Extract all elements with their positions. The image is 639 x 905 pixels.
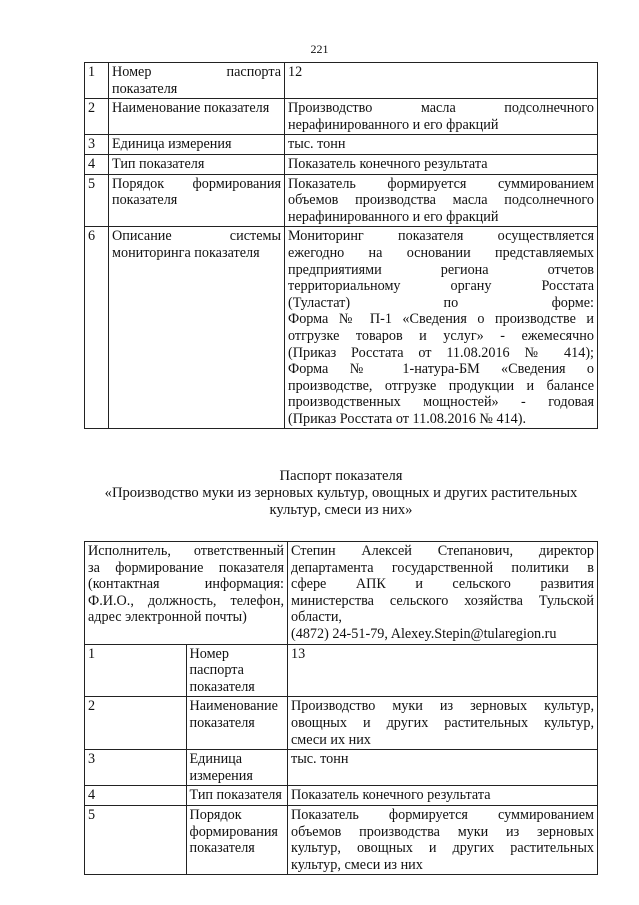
text-line: предприятиями региона отчетов [288, 261, 594, 278]
text-line: Порядок формирования [112, 175, 281, 192]
text-line: Единица измерения [112, 136, 232, 153]
row-number: 3 [85, 135, 109, 155]
row-label [109, 227, 285, 429]
table-row [85, 750, 598, 786]
row-value [288, 750, 598, 786]
row-label [109, 99, 285, 135]
row-number: 1 [85, 63, 109, 99]
text-line: Наименование показателя [112, 100, 270, 117]
row-value [285, 99, 598, 135]
text-line: мониторинга показателя [112, 244, 260, 261]
text-line: Исполнитель, ответственный [88, 543, 284, 559]
heading-subtitle-line1: «Производство муки из зерновых культур, овощных и других растительных [104, 485, 578, 501]
text-line: производстве, отгрузке продукции и балансе [288, 377, 594, 394]
text-line: Тип показателя [112, 155, 205, 172]
text-line: нерафинированного и его фракций [288, 116, 499, 133]
text-line: Показатель формируется суммированием [288, 175, 594, 192]
text-line: показателя [189, 678, 255, 695]
row-value [285, 154, 598, 174]
page-number: 221 [310, 42, 329, 56]
text-line: (контактная информация: [88, 576, 284, 593]
text-line: 12 [288, 64, 303, 80]
row-number: 3 [85, 750, 187, 786]
table-body [85, 542, 598, 645]
text-line: культур, смеси из них [291, 856, 423, 873]
text-line: области, [291, 609, 342, 626]
executor-row [85, 542, 598, 645]
row-number: 5 [85, 805, 187, 874]
text-line: Форма № 1-натура-БМ «Сведения о [288, 361, 594, 378]
heading-subtitle-line2: культур, смеси из них» [269, 502, 413, 518]
text-line: Тип показателя [189, 787, 282, 804]
row-value [288, 786, 598, 806]
text-line: Описание системы [112, 228, 281, 245]
row-number: 5 [85, 174, 109, 227]
text-line: Форма № П-1 «Сведения о производстве и [288, 311, 594, 328]
table-body-rows [85, 644, 598, 875]
row-number: 1 [85, 644, 187, 697]
table-row [85, 174, 598, 227]
text-line: ежегодно на основании представляемых [288, 244, 594, 261]
text-line: Мониторинг показателя осуществляется [288, 228, 594, 245]
text-line: отгрузке товаров и услуг» - ежемесячно [288, 327, 594, 344]
row-number: 2 [85, 99, 109, 135]
text-line: за формирование показателя [88, 559, 284, 576]
text-line: департамента государственной политики в [291, 559, 594, 576]
row-label [186, 750, 288, 786]
text-line: Порядок формирования [189, 806, 278, 840]
row-value [288, 805, 598, 874]
text-line: производственных мощностей» - годовая [288, 394, 594, 411]
text-line: овощных и других растительных культур, [291, 714, 594, 731]
row-number: 4 [85, 786, 187, 806]
text-line: Ф.И.О., должность, телефон, [88, 592, 284, 609]
text-line: культур, овощных и других растительных [291, 840, 594, 857]
row-label [186, 697, 288, 750]
text-line: нерафинированного и его фракций [288, 208, 499, 225]
table-row [85, 99, 598, 135]
table-row [85, 227, 598, 429]
text-line: показателя [189, 840, 255, 857]
row-label [109, 174, 285, 227]
table-body [85, 63, 598, 429]
row-number: 4 [85, 154, 109, 174]
text-line: (Туластат) по форме: [288, 294, 594, 311]
row-value [285, 135, 598, 155]
row-value [285, 227, 598, 429]
text-line: Производство муки из зерновых культур, [291, 698, 594, 715]
text-line: Наименование показателя [189, 698, 278, 731]
text-line: показателя [112, 192, 178, 209]
text-line: смеси их них [291, 731, 371, 748]
text-line: 13 [291, 645, 306, 662]
text-line: Показатель конечного результата [288, 155, 488, 172]
text-line: сфере АПК и сельского развития [291, 576, 594, 593]
text-line: Номер паспорта [112, 64, 281, 80]
row-label [186, 786, 288, 806]
row-label [109, 135, 285, 155]
text-line: Степин Алексей Степанович, директор [291, 543, 594, 559]
passport-table-12 [84, 62, 598, 429]
text-line: Показатель формируется суммированием [291, 806, 594, 823]
table-row [85, 154, 598, 174]
text-line: объемов производства масла подсолнечного [288, 192, 594, 209]
text-line: (Приказ Росстата от 11.08.2016 № 414). [288, 410, 527, 427]
text-line: (4872) 24-51-79, Alexey.Stepin@tularegion.ru [291, 625, 557, 642]
table-row [85, 786, 598, 806]
text-line: Производство масла подсолнечного [288, 100, 594, 117]
text-line: тыс. тонн [291, 751, 349, 768]
heading-title: Паспорт показателя [279, 468, 403, 484]
table-row [85, 135, 598, 155]
text-line: Показатель конечного результата [291, 787, 491, 804]
text-line: показателя [112, 80, 178, 97]
row-number: 2 [85, 697, 187, 750]
table-row [85, 644, 598, 697]
text-line: объемов производства муки из зерновых [291, 823, 594, 840]
table-row [85, 63, 598, 99]
executor-label [85, 542, 288, 645]
row-value [288, 697, 598, 750]
passport-table-13 [84, 541, 598, 875]
row-value [288, 644, 598, 697]
row-value [285, 174, 598, 227]
executor-value [288, 542, 598, 645]
row-label [109, 154, 285, 174]
text-line: (Приказ Росстата от 11.08.2016 № 414); [288, 344, 594, 361]
table-row [85, 805, 598, 874]
row-label [186, 805, 288, 874]
row-label [186, 644, 288, 697]
text-line: Номер паспорта [189, 645, 244, 679]
row-label [109, 63, 285, 99]
text-line: Единица измерения [189, 751, 253, 784]
text-line: адрес электронной почты) [88, 609, 247, 626]
row-number: 6 [85, 227, 109, 429]
text-line: министерства сельского хозяйства Тульской [291, 592, 594, 609]
text-line: тыс. тонн [288, 136, 346, 153]
text-line: территориальному органу Росстата [288, 278, 594, 295]
table-row [85, 697, 598, 750]
passport-heading [84, 468, 598, 519]
row-value [285, 63, 598, 99]
